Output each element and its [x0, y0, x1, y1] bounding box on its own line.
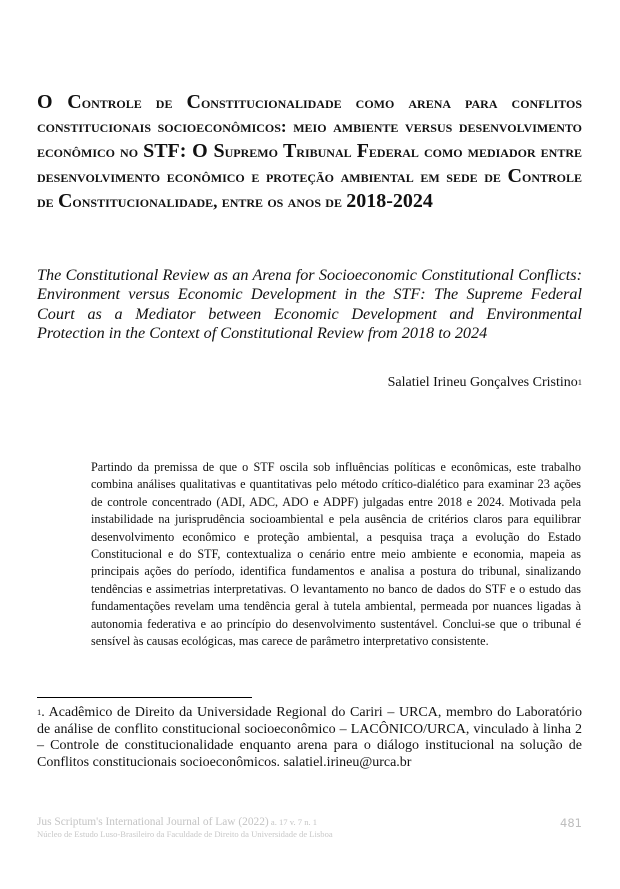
- journal-year: (2022): [238, 816, 269, 828]
- title-segment: onstitucionalidade, entre os anos de: [72, 192, 347, 212]
- title-segment: C: [57, 190, 73, 213]
- footnote-marker: 1: [37, 707, 42, 717]
- title-segment: STF: O S: [143, 140, 225, 163]
- author-name: Salatiel Irineu Gonçalves Cristino: [387, 375, 578, 390]
- journal-name-footer: [37, 816, 317, 829]
- article-subtitle-english: The Constitutional Review as an Arena for Socioeconomic Constitutional Conflicts: Environment versus Economic Development in the STF: The Supreme Federal Court as a Mediator between Economic Development and Environmental Protection in the Context of Constitutional Review from 2018 to 2024: [37, 266, 582, 343]
- title-segment: ontrole de: [37, 167, 582, 212]
- page-number: 481: [560, 816, 582, 830]
- institution-footer: Núcleo de Estudo Luso-Brasileiro da Faculdade de Direito da Universidade de Lisboa: [37, 829, 333, 839]
- title-segment: ederal como mediador entre desenvolvimento econômico e proteção ambiental em sede de: [37, 142, 583, 187]
- journal-volume: a. 17 v. 7 n. 1: [268, 817, 318, 827]
- title-segment: onstitucionalidade como arena para conflitos constitucionais socioeconômicos: meio ambiente versus desenvolvimento econômico no: [37, 93, 582, 162]
- footnote: [37, 705, 582, 771]
- title-segment: C: [186, 91, 201, 113]
- author-footnote-marker[interactable]: 1: [577, 377, 582, 387]
- article-title: [37, 90, 582, 214]
- title-segment: ontrole de: [81, 93, 187, 112]
- author-line: [388, 374, 582, 392]
- footnote-separator: [37, 697, 252, 698]
- footnote-text: . Acadêmico de Direito da Universidade Regional do Cariri – URCA, membro do Laboratório de análise de conflito constitucional socioeconômico – LACÔNICO/URCA, vinculado à linha 2 – Controle de constitucionalidade enquanto arena para o diálogo institucional na solução de Conflitos constitucionais socioeconômicos. salatiel.irineu@urca.br: [37, 705, 582, 770]
- journal-name: Jus Scriptum's International Journal of Law: [37, 816, 239, 828]
- title-segment: O C: [37, 91, 82, 113]
- abstract-paragraph: Partindo da premissa de que o STF oscila sob influências políticas e econômicas, este trabalho combina análises qualitativas e quantitativas pelo método crítico-dialético para examinar 23 ações de controle concentrado (ADI, ADC, ADO e ADPF) julgadas entre 2018 e 2024. Motivada pela instabilidade na jurisprudência socioambiental e pela ausência de critérios claros para equilibrar desenvolvimento econômico e proteção ambiental, a pesquisa traça a evolução do Estado Constitucional e do STF, contextualiza o cenário entre meio ambiente e economia, mapeia as principais ações do período, identifica fundamentos e analisa a postura do tribunal, sinalizando tendências e assimetrias interpretativas. O levantamento no banco de dados do STF e o estudo das fundamentações revelam uma tendência geral à tutela ambiental, permeada por nuances ligadas à autonomia federativa e ao princípio do desenvolvimento sustentável. Conclui-se que o tribunal é sensível às causas ecológicas, mas carece de parâmetro interpretativo consistente.: [91, 460, 581, 649]
- title-segment: upremo: [224, 142, 283, 162]
- title-segment: ribunal: [296, 142, 357, 162]
- title-segment: F: [356, 140, 369, 163]
- title-segment: T: [282, 140, 297, 163]
- title-segment: C: [507, 165, 522, 188]
- title-segment: 2018-2024: [346, 190, 433, 213]
